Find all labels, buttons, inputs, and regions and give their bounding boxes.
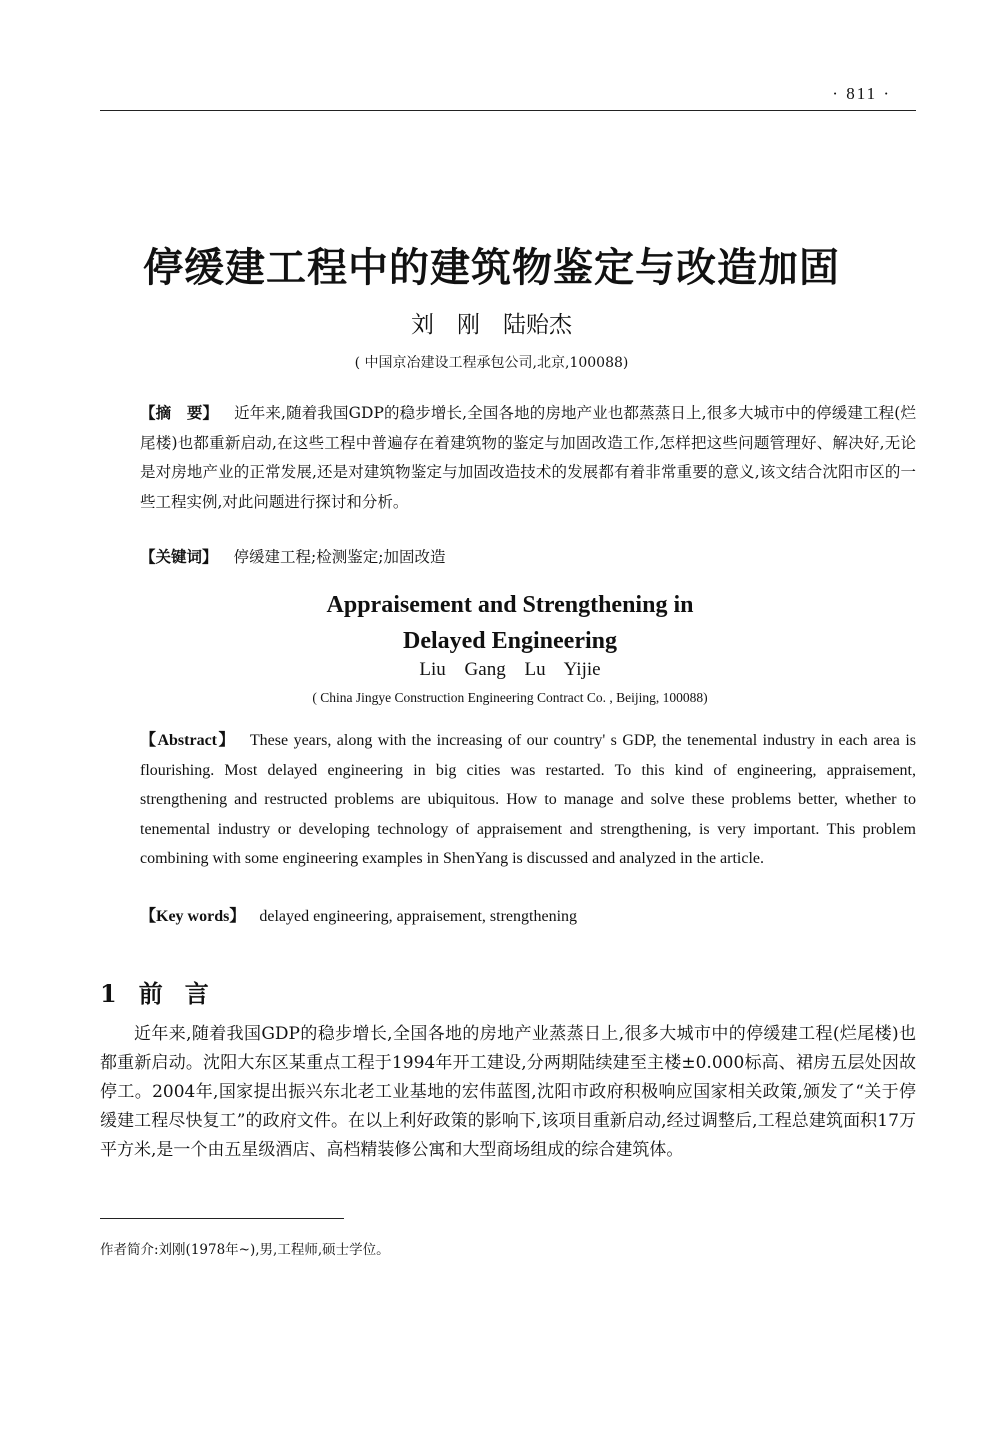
keywords-cn xyxy=(140,545,916,567)
authors-en: Liu Gang Lu Yijie xyxy=(419,659,601,680)
affiliation-cn: ( 中国京冶建设工程承包公司,北京,100088) xyxy=(354,355,629,371)
author-footnote: 作者简介:刘刚(1978年~),男,工程师,硕士学位。 xyxy=(100,1242,390,1258)
abstract-cn-text: 近年来,随着我国GDP的稳步增长,全国各地的房地产业也都蒸蒸日上,很多大城市中的停缓建工程(烂尾楼)也都重新启动,在这些工程中普遍存在着建筑物的鉴定与加固改造工作,怎样把这些问题管理好、解决好,无论是对房地产业的正常发展,还是对建筑物鉴定与加固改造技术的发展都有着非常重要的意义,该文结合沈阳市区的一些工程实例,对此问题进行探讨和分析。 xyxy=(140,404,916,511)
keywords-en-label: 【Key words】 xyxy=(140,908,246,925)
abstract-en-label: 【Abstract】 xyxy=(140,732,236,749)
keywords-cn-label: 【关键词】 xyxy=(140,547,218,566)
article-title-en xyxy=(0,587,983,659)
section-title: 前言 xyxy=(138,979,231,1008)
section-heading xyxy=(100,974,231,1009)
abstract-cn xyxy=(140,398,916,517)
keywords-cn-text: 停缓建工程;检测鉴定;加固改造 xyxy=(233,548,446,566)
page-number: · 811 · xyxy=(832,84,891,103)
authors-cn: 刘 刚 陆贻杰 xyxy=(411,312,572,338)
keywords-en xyxy=(140,903,916,926)
abstract-en-text: These years, along with the increasing of our country' s GDP, the tenemental industry in each area is flourishing. Most delayed engineering in big cities was restarted. To this kind of engineering, appraisement, strengthening and restructed problems are ubiquitous. How to manage and solve these problems better, whether to tenemental industry or developing technology of appraisement and strengthening, is very important. This problem combining with some engineering examples in ShenYang is discussed and analyzed in the article. xyxy=(140,732,916,867)
header-rule xyxy=(100,110,916,111)
article-title-en-line1: Appraisement and Strengthening in xyxy=(326,592,694,618)
section-paragraph: 近年来,随着我国GDP的稳步增长,全国各地的房地产业蒸蒸日上,很多大城市中的停缓建工程(烂尾楼)也都重新启动。沈阳大东区某重点工程于1994年开工建设,分两期陆续建至主楼±0.000标高、裙房五层处因故停工。2004年,国家提出振兴东北老工业基地的宏伟蓝图,沈阳市政府积极响应国家相关政策,颁发了“关于停缓建工程尽快复工”的政府文件。在以上利好政策的影响下,该项目重新启动,经过调整后,工程总建筑面积17万平方米,是一个由五星级酒店、高档精装修公寓和大型商场组成的综合建筑体。 xyxy=(100,1024,916,1160)
abstract-en xyxy=(140,726,916,874)
section-number: 1 xyxy=(100,979,117,1008)
keywords-en-text: delayed engineering, appraisement, strengthening xyxy=(259,908,578,925)
article-title-en-line2: Delayed Engineering xyxy=(403,628,617,654)
abstract-cn-label: 【摘 要】 xyxy=(140,403,219,422)
footnote-rule xyxy=(100,1218,344,1219)
affiliation-en: ( China Jingye Construction Engineering Contract Co. , Beijing, 100088) xyxy=(312,690,708,705)
article-title-cn: 停缓建工程中的建筑物鉴定与改造加固 xyxy=(143,244,840,291)
